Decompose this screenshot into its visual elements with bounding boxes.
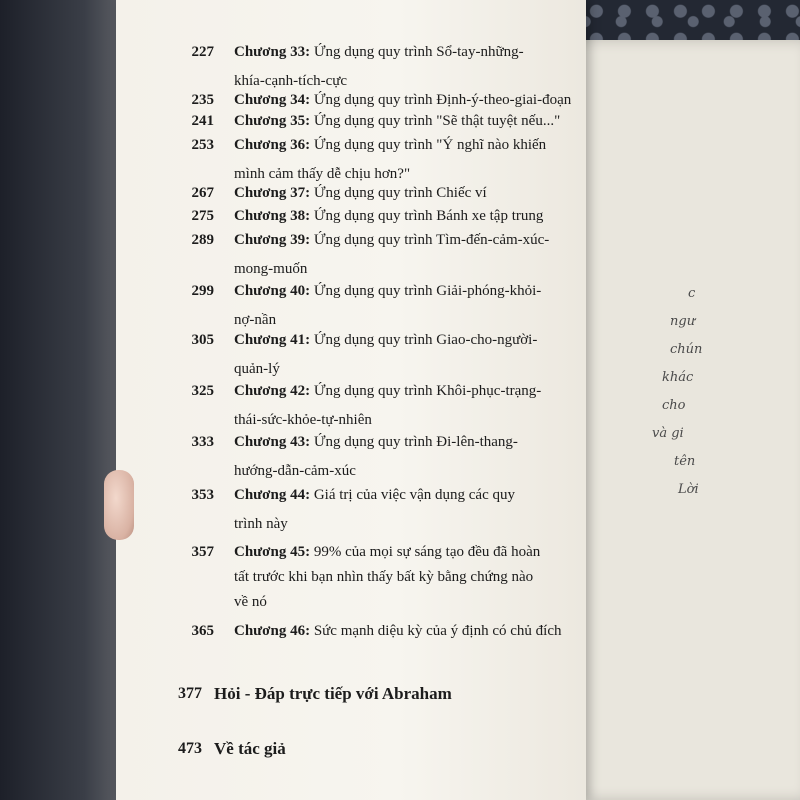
toc-chapter-label: Chương 40: [234,283,311,299]
toc-page-number: 333 [191,434,214,450]
toc-chapter-label: Chương 38: [234,208,311,224]
toc-entry-line [234,487,515,504]
toc-chapter-title: Ứng dụng quy trình Chiếc ví [313,185,487,201]
toc-chapter-title: về nó [234,594,267,610]
back-line: tên [674,454,696,469]
toc-chapter-label: Chương 36: [234,137,311,153]
toc-chapter-title: trình này [234,516,288,532]
back-line: khác [662,370,694,385]
toc-entry-line [234,544,540,561]
toc-chapter-title: Ứng dụng quy trình Giải-phóng-khỏi- [313,283,542,299]
toc-chapter-label: Chương 46: [234,623,311,639]
toc-section-title: Về tác giả [214,739,286,758]
toc-entry-line [234,283,541,300]
toc-page-number: 299 [191,283,214,299]
toc-section-page-number: 473 [178,740,202,757]
toc-page-number: 365 [191,623,214,639]
toc-page-number: 305 [191,332,214,348]
toc-entry-line [234,383,541,400]
toc-entry-line [234,166,410,183]
toc-entry-line [234,361,280,378]
back-line: cho [662,398,686,413]
toc-chapter-label: Chương 42: [234,383,311,399]
toc-entry-line [234,92,571,109]
toc-chapter-title: thái-sức-khỏe-tự-nhiên [234,412,372,428]
toc-chapter-title: Ứng dụng quy trình Định-ý-theo-giai-đoạn [313,92,572,108]
toc-chapter-label: Chương 44: [234,487,311,503]
toc-entry-line [234,594,267,611]
back-line: ngư [670,314,696,329]
toc-entry-line [234,113,560,130]
toc-entry-line [234,434,518,451]
toc-chapter-label: Chương 39: [234,232,311,248]
toc-chapter-title: Giá trị của việc vận dụng các quy [313,487,515,503]
toc-chapter-title: mong-muốn [234,261,308,277]
toc-page-number: 227 [191,44,214,60]
toc-entry-line [234,73,347,90]
toc-page-number: 267 [191,185,214,201]
toc-chapter-label: Chương 34: [234,92,311,108]
back-line: Lời [678,482,699,497]
toc-entry-line [234,44,524,61]
toc-entry-line [234,332,537,349]
toc-chapter-title: Ứng dụng quy trình Giao-cho-người- [313,332,538,348]
toc-section-page-number: 377 [178,685,202,702]
toc-page-number: 275 [191,208,214,224]
toc-chapter-title: Ứng dụng quy trình "Sẽ thật tuyệt nếu..." [313,113,561,129]
toc-entry-line [234,208,543,225]
toc-chapter-title: Ứng dụng quy trình Bánh xe tập trung [313,208,544,224]
toc-page-number: 241 [191,113,214,129]
toc-chapter-title: 99% của mọi sự sáng tạo đều đã hoàn [313,544,541,560]
back-line: và gi [652,426,684,441]
toc-chapter-title: mình cảm thấy dễ chịu hơn?" [234,166,411,182]
toc-entry-line [234,463,356,480]
toc-entry-line [234,412,372,429]
toc-entry-line [234,569,533,586]
toc-entry-line [234,261,307,278]
toc-entry-line [234,137,546,154]
toc-chapter-label: Chương 45: [234,544,311,560]
toc-chapter-title: Ứng dụng quy trình Đi-lên-thang- [313,434,518,450]
toc-page-number: 289 [191,232,214,248]
back-line: chún [670,342,703,357]
toc-entry-line [234,232,549,249]
toc-section-title: Hỏi - Đáp trực tiếp với Abraham [214,684,452,703]
toc-entry-line [234,623,561,640]
toc-chapter-label: Chương 35: [234,113,311,129]
toc-chapter-title: nợ-nần [234,312,277,328]
toc-chapter-title: Ứng dụng quy trình "Ý nghĩ nào khiến [313,137,547,153]
toc-page-number: 235 [191,92,214,108]
toc-chapter-title: Ứng dụng quy trình Tìm-đến-cảm-xúc- [313,232,550,248]
toc-page-number: 253 [191,137,214,153]
toc-entry-line [234,312,276,329]
toc-chapter-title: khía-cạnh-tích-cực [234,73,348,89]
toc-chapter-title: Ứng dụng quy trình Sổ-tay-những- [313,44,524,60]
toc-entry-line [234,185,487,202]
toc-page-number: 325 [191,383,214,399]
toc-chapter-title: tất trước khi bạn nhìn thấy bất kỳ bằng chứng nào [234,569,534,585]
toc-chapter-label: Chương 43: [234,434,311,450]
back-page-text [640,280,800,504]
toc-chapter-label: Chương 41: [234,332,311,348]
table-of-contents [116,0,586,800]
toc-chapter-title: quản-lý [234,361,280,377]
back-line: c [688,286,696,301]
toc-chapter-label: Chương 33: [234,44,311,60]
toc-chapter-title: Ứng dụng quy trình Khôi-phục-trạng- [313,383,542,399]
toc-chapter-title: hướng-dẫn-cảm-xúc [234,463,356,479]
toc-chapter-label: Chương 37: [234,185,311,201]
toc-chapter-title: Sức mạnh diệu kỳ của ý định có chủ đích [313,623,562,639]
toc-entry-line [234,516,288,533]
toc-page-number: 353 [191,487,214,503]
toc-page-number: 357 [191,544,214,560]
desk-background [0,0,120,800]
